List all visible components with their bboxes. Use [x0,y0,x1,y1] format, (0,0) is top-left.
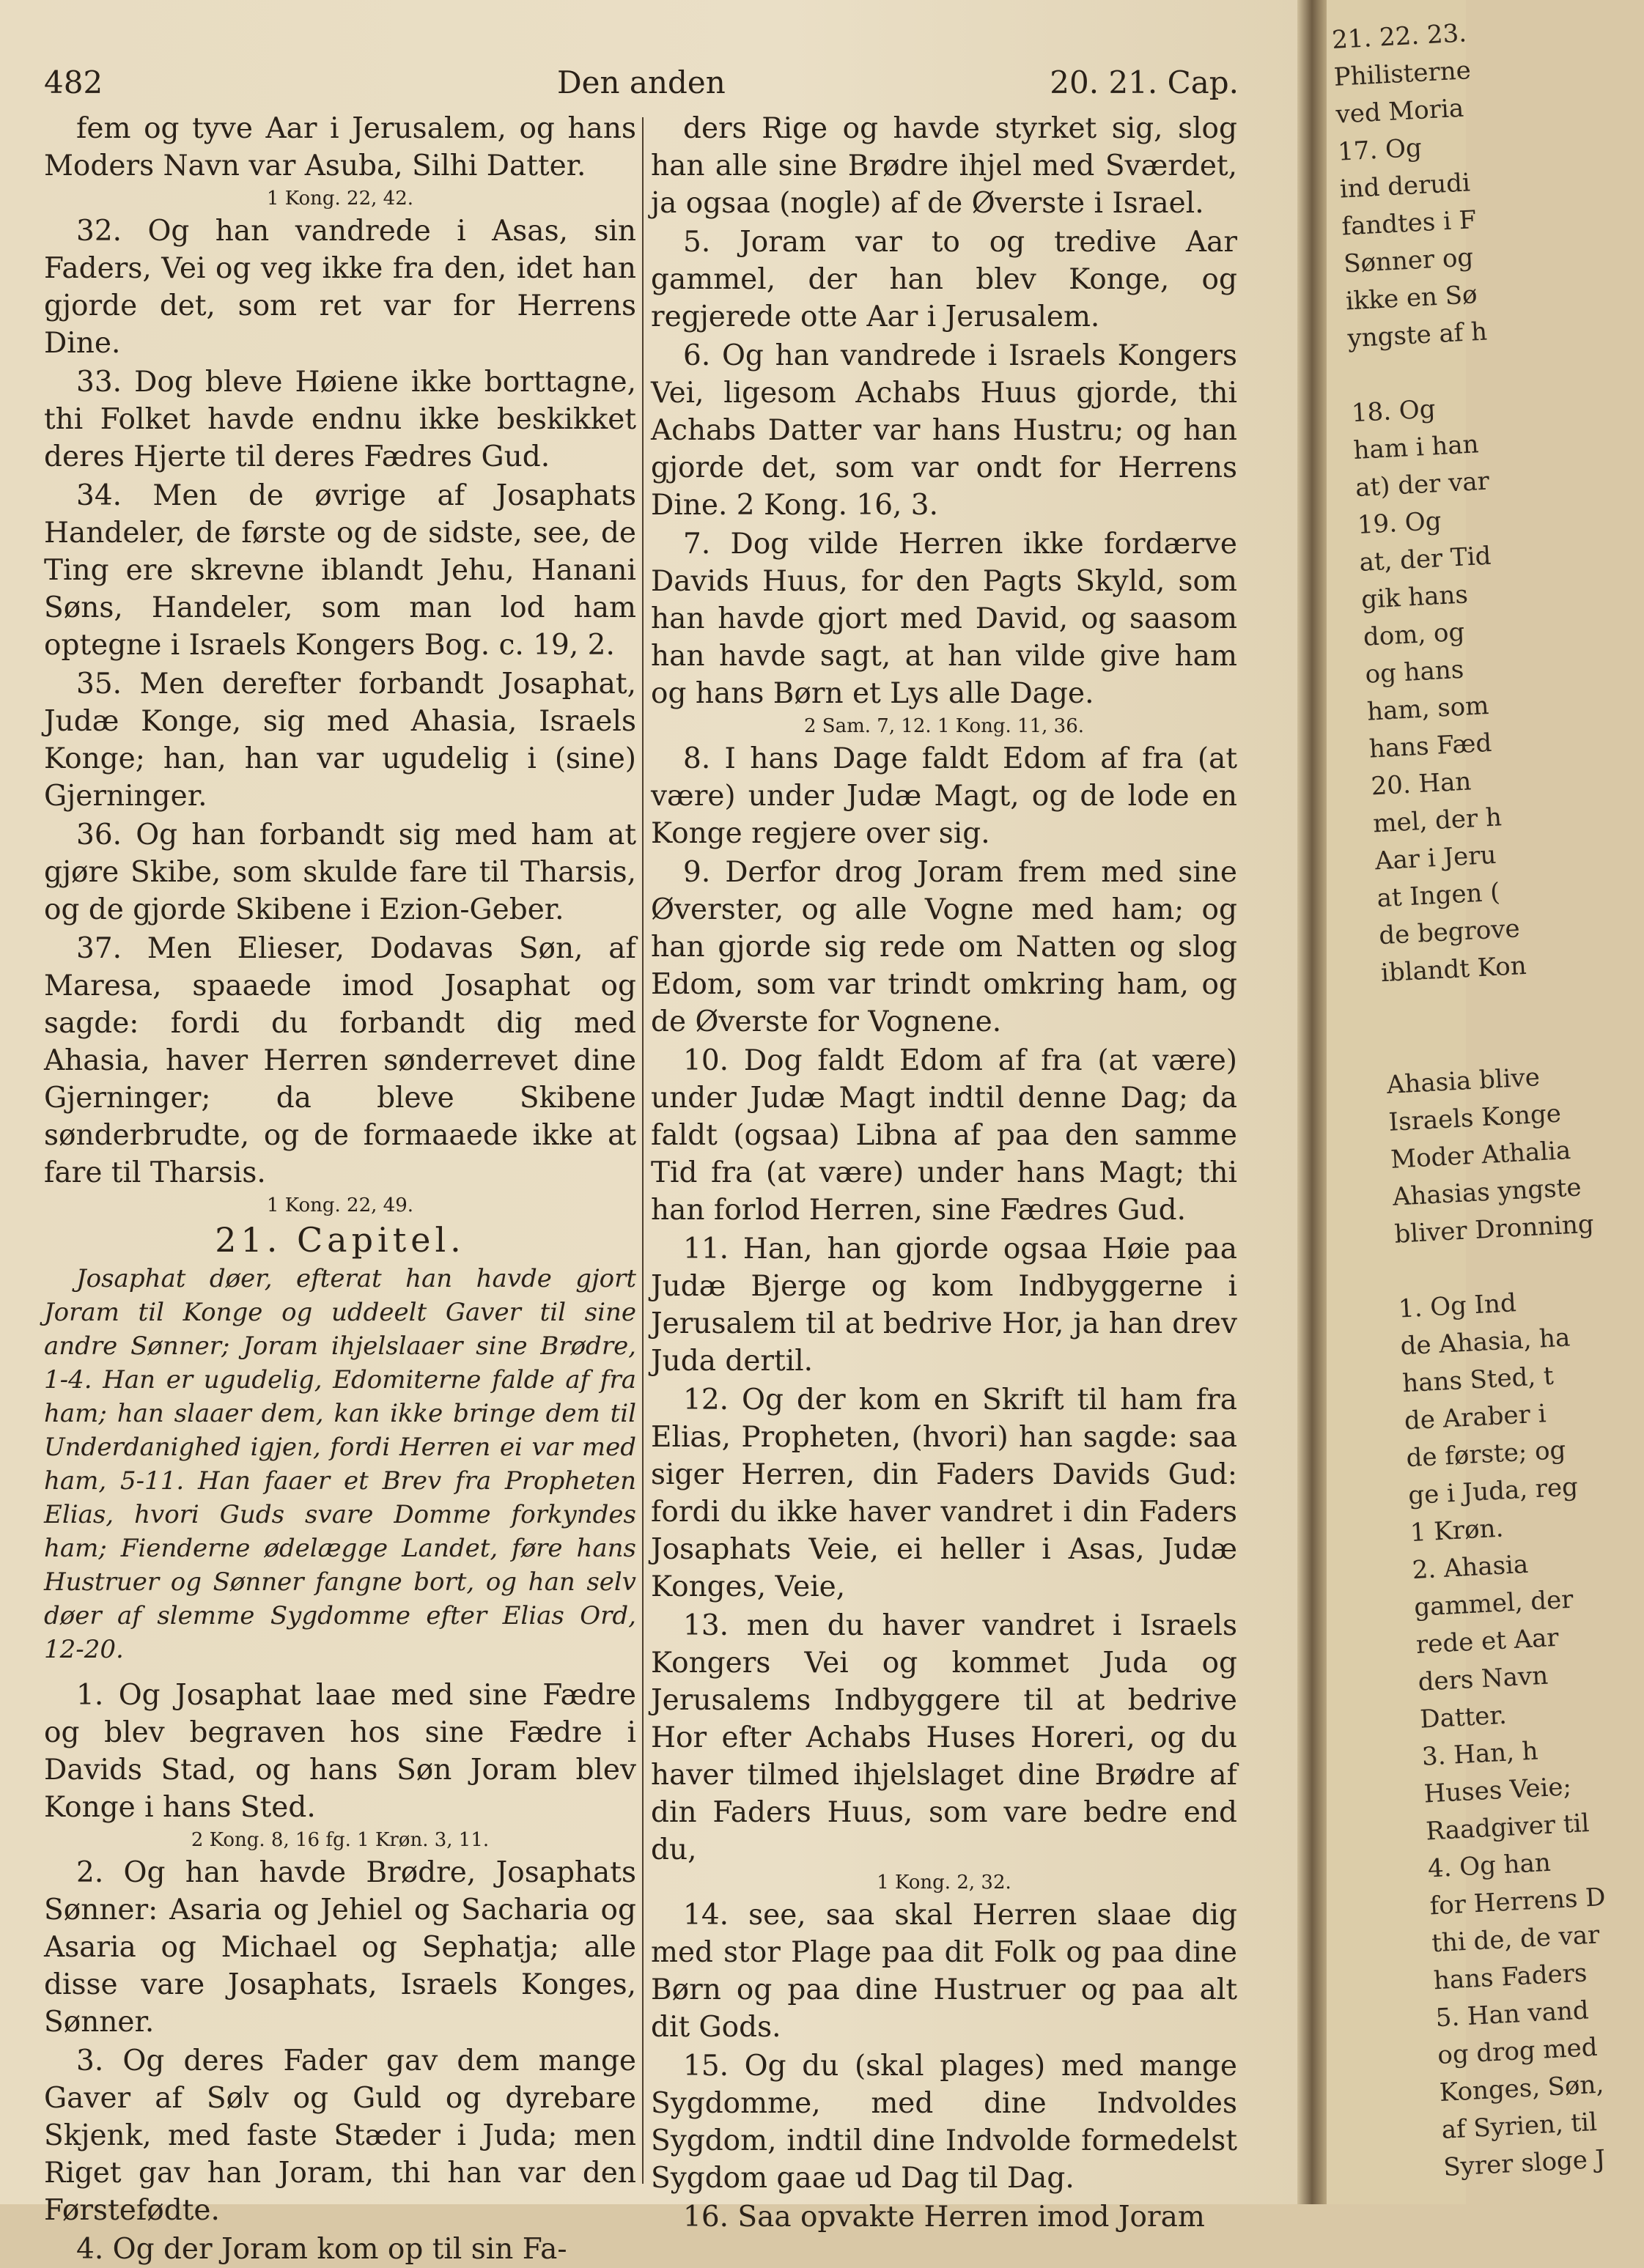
verse-paragraph: 5. Joram var to og tredive Aar gammel, der han blev Konge, og regjerede otte Aar i Jerusalem. [651,226,1237,333]
verse-paragraph: 3. Og deres Fader gav dem mange Gaver af Sølv og Guld og dyrebare Skjenk, med faste Stæder i Juda; men Riget gav han Joram, thi han var den Førstefødte. [44,2044,636,2227]
verse-paragraph: 2. Og han havde Brødre, Josaphats Sønner: Asaria og Jehiel og Sacharia og Asaria og Michael og Sephatja; alle disse vare Josaphats, Israels Konges, Sønner. [44,1856,636,2039]
facing-page-line: ved Moria [1335,93,1465,130]
facing-page-line: Aar i Jeru [1374,840,1497,876]
facing-page-line: bliver Dronning [1393,1209,1595,1249]
facing-page-line: 4. Og han [1427,1847,1552,1884]
facing-page-line: hans Faders [1433,1958,1588,1996]
facing-page-line: Ahasias yngste [1392,1172,1582,1212]
facing-page-line: at) der var [1354,466,1490,503]
verse-paragraph: 9. Derfor drog Joram frem med sine Øverster, og alle Vogne med ham; og han gjorde sig rede om Natten og slog Edom, som var trindt omkring ham, og de Øverste for Vognene. [651,856,1237,1038]
facing-page-line: Datter. [1419,1700,1508,1735]
facing-page-line: gik hans [1360,580,1469,615]
verse-paragraph: 4. Og der Joram kom op til sin Fa- [76,2233,567,2266]
facing-page-text [1331,15,1607,2187]
facing-page-line: 19. Og [1356,506,1442,541]
facing-page-line: Syrer sloge J [1442,2144,1607,2182]
facing-page-line: 5. Han vand [1434,1995,1590,2034]
verse-paragraph: 33. Dog bleve Høiene ikke borttagne, thi Folket havde endnu ikke beskikket deres Hjerte til deres Fædres Gud. [44,366,636,473]
verse-paragraph: 10. Dog faldt Edom af fra (at være) under Judæ Magt indtil denne Dag; da faldt (ogsaa) Libna af paa den samme Tid fra (at være) under hans Magt; thi han forlod Herren, sine Fædres Gud. [651,1044,1237,1227]
page-header [44,64,1239,108]
facing-page-line: hans Sted, t [1401,1361,1555,1399]
facing-page-edge [1327,0,1607,2204]
facing-page-line: gammel, der [1413,1584,1574,1623]
facing-page-line: 18. Og [1350,394,1437,429]
facing-page-line: rede et Aar [1415,1622,1560,1660]
facing-page-line: ham, som [1366,691,1490,727]
facing-page-line: hans Fæd [1368,728,1493,764]
facing-page-line: 20. Han [1370,767,1472,802]
chapter-reference: 20. 21. Cap. [1050,64,1239,100]
facing-page-line: for Herrens D [1429,1882,1607,1921]
facing-page-line: og drog med [1437,2032,1599,2071]
cross-reference: 1 Kong. 2, 32. [877,1872,1011,1894]
verse-paragraph: 8. I hans Dage faldt Edom af fra (at være) under Judæ Magt, og de lode en Konge regjere over sig. [651,742,1237,850]
facing-page-line: thi de, de var [1431,1920,1601,1959]
facing-page-line: ders Navn [1417,1661,1549,1697]
facing-page-line: Ahasia blive [1385,1063,1541,1100]
column-divider [642,117,644,2184]
facing-page-line: 3. Han, h [1421,1736,1539,1772]
right-column [651,110,1237,2234]
facing-page-line: ge i Juda, reg [1407,1472,1579,1511]
facing-page-line: Philisterne [1332,56,1472,92]
facing-page-line: de Araber i [1404,1399,1547,1436]
facing-page-line: ikke en Sø [1344,280,1478,317]
book-gutter [1297,0,1327,2204]
facing-page-line: 2. Ahasia [1411,1549,1530,1586]
facing-page-line: at Ingen ( [1376,877,1501,914]
verse-paragraph: 7. Dog vilde Herren ikke fordærve Davids Huus, for den Pagts Skyld, som han havde gjort med David, og saasom han havde sagt, at han vilde give ham og hans Børn et Lys alle Dage. [651,528,1237,710]
facing-page-line: Sønner og [1343,243,1475,279]
facing-page-line: yngste af h [1346,317,1488,354]
facing-page-line: at, der Tid [1358,541,1492,577]
verse-paragraph: ders Rige og havde styrket sig, slog han alle sine Brødre ihjel med Sværdet, ja ogsaa (nogle) af de Øverste i Israel. [651,112,1237,220]
verse-paragraph: 35. Men derefter forbandt Josaphat, Judæ Konge, sig med Ahasia, Israels Konge; han, han var ugudelig i (sine) Gjerninger. [44,668,636,813]
facing-page-line: fandtes i F [1341,205,1478,242]
verse-paragraph: 11. Han, han gjorde ogsaa Høie paa Judæ Bjerge og kom Indbyggerne i Jerusalem til at bedrive Hor, ja han drev Juda dertil. [651,1233,1237,1378]
facing-page-line: ind derudi [1338,168,1471,204]
verse-paragraph: 32. Og han vandrede i Asas, sin Faders, Vei og veg ikke fra den, idet han gjorde det, som ret var for Herrens Dine. [44,215,636,360]
facing-page-line: af Syrien, til [1440,2107,1598,2146]
verse-paragraph: 14. see, saa skal Herren slaae dig med stor Plage paa dit Folk og paa dine Børn og paa dine Hustruer og paa alt dit Gods. [651,1899,1237,2044]
facing-page-line: Konges, Søn, [1439,2069,1605,2108]
cross-reference: 2 Sam. 7, 12. 1 Kong. 11, 36. [803,715,1085,737]
facing-page-line: mel, der h [1372,802,1503,839]
cross-reference: 1 Kong. 22, 42. [266,188,414,210]
verse-paragraph: 16. Saa opvakte Herren imod Joram [683,2201,1205,2234]
page-number: 482 [44,64,103,100]
facing-page-line: de Ahasia, ha [1399,1323,1571,1362]
verse-paragraph: fem og tyve Aar i Jerusalem, og hans Moders Navn var Asuba, Silhi Datter. [44,112,636,182]
verse-paragraph: 1. Og Josaphat laae med sine Fædre og blev begraven hos sine Fædre i Davids Stad, og hans Søn Joram blev Konge i hans Sted. [44,1679,636,1824]
chapter-heading: 21. Capitel. [215,1220,465,1260]
verse-paragraph: 6. Og han vandrede i Israels Kongers Vei, ligesom Achabs Huus gjorde, thi Achabs Datter var hans Hustru; og han gjorde det, som var ondt for Herrens Dine. 2 Kong. 16, 3. [651,339,1237,522]
facing-page-line: Israels Konge [1387,1098,1562,1137]
facing-page-line: Raadgiver til [1425,1808,1590,1847]
cross-reference: 2 Kong. 8, 16 fg. 1 Krøn. 3, 11. [191,1829,490,1851]
verse-paragraph: 13. men du haver vandret i Israels Kongers Vei og kommet Juda og Jerusalems Indbyggere til at bedrive Hor efter Achabs Huses Horeri, og du haver tilmed ihjelslaget dine Brødre af din Faders Huus, som vare bedre end du, [651,1609,1237,1866]
facing-page-line: 1. Og Ind [1398,1288,1517,1324]
verse-paragraph: 36. Og han forbandt sig med ham at gjøre Skibe, som skulde fare til Tharsis, og de gjorde Skibene i Ezion-Geber. [44,819,636,926]
running-title: Den anden [557,64,726,100]
facing-page-line: iblandt Kon [1379,950,1527,989]
facing-page-line: de begrove [1378,914,1521,951]
verse-paragraph: 12. Og der kom en Skrift til ham fra Elias, Propheten, (hvori) han sagde: saa siger Herren, din Faders Davids Gud: fordi du ikke haver vandret i din Faders Josaphats Veie, ei heller i Asas, Judæ Konges, Veie, [651,1384,1237,1603]
verse-paragraph: 37. Men Elieser, Dodavas Søn, af Maresa, spaaede imod Josaphat og sagde: fordi du forbandt dig med Ahasia, haver Herren sønderrevet dine Gjerninger; da bleve Skibene sønderbrudte, og de formaaede ikke at fare til Tharsis. [44,932,636,1189]
facing-page-line: ham i han [1352,429,1480,466]
facing-page-line: og hans [1364,654,1465,690]
facing-page-line: de første; og [1405,1435,1567,1474]
facing-page-line: Moder Athalia [1390,1136,1572,1175]
facing-page-line: Huses Veie; [1423,1772,1572,1809]
chapter-summary: Josaphat døer, efterat han havde gjort Joram til Konge og uddeelt Gaver til sine andre Sønner; Joram ihjelslaaer sine Brødre, 1-4. Han er ugudelig, Edomiterne falde af fra ham; han slaaer dem, kan ikke bringe dem til Underdanighed igjen, fordi Herren ei var med ham, 5-11. Han faaer et Brev fra Propheten Elias, hvori Guds svare Domme forkyndes ham; Fienderne ødelægge Landet, føre hans Hustruer og Sønner fangne bort, og han selv døer af slemme Sygdomme efter Elias Ord, 12-20. [44,1264,636,1664]
cross-reference: 1 Kong. 22, 49. [266,1194,414,1216]
facing-page-line: 21. 22. 23. [1331,18,1467,55]
left-column [44,110,636,2266]
verse-paragraph: 34. Men de øvrige af Josaphats Handeler, de første og de sidste, see, de Ting ere skrevne iblandt Jehu, Hanani Søns, Handeler, som man lod ham optegne i Israels Kongers Bog. c. 19, 2. [44,479,636,662]
facing-page-line: 17. Og [1337,133,1423,167]
verse-paragraph: 15. Og du (skal plages) med mange Sygdomme, med dine Indvoldes Sygdom, indtil dine Indvolde formedelst Sygdom gaae ud Dag til Dag. [651,2050,1237,2195]
facing-page-line: dom, og [1362,617,1466,652]
facing-page-line: 1 Krøn. [1409,1513,1505,1548]
